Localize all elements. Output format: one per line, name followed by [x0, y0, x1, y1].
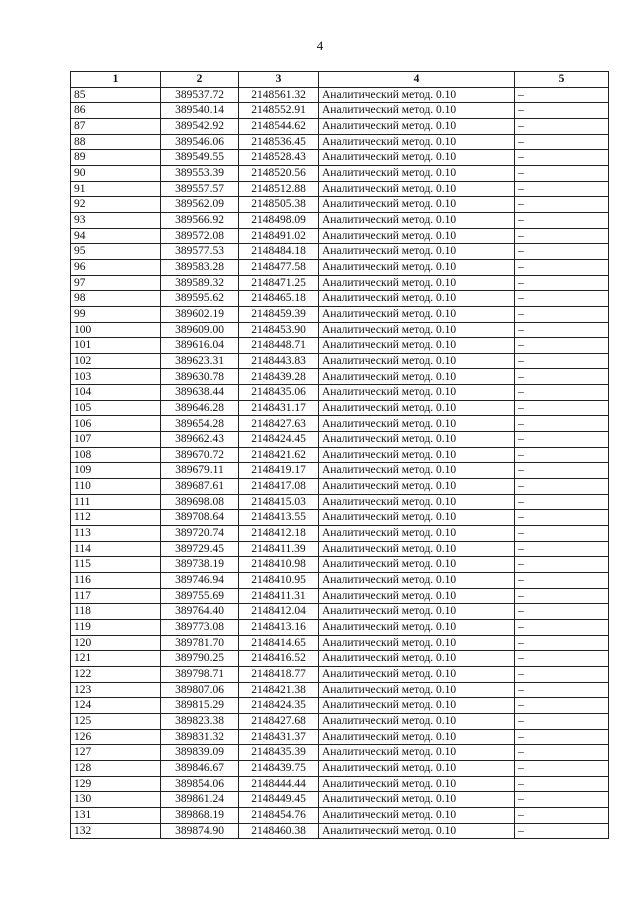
note-cell: – [515, 823, 609, 839]
x-coordinate-cell: 389646.28 [161, 400, 239, 416]
y-coordinate-cell: 2148413.16 [239, 619, 319, 635]
y-coordinate-cell: 2148411.39 [239, 541, 319, 557]
point-number-cell: 115 [71, 557, 161, 573]
y-coordinate-cell: 2148424.45 [239, 432, 319, 448]
y-coordinate-cell: 2148427.63 [239, 416, 319, 432]
method-cell: Аналитический метод. 0.10 [319, 760, 515, 776]
y-coordinate-cell: 2148453.90 [239, 322, 319, 338]
y-coordinate-cell: 2148421.38 [239, 682, 319, 698]
point-number-cell: 88 [71, 134, 161, 150]
method-cell: Аналитический метод. 0.10 [319, 197, 515, 213]
point-number-cell: 127 [71, 745, 161, 761]
x-coordinate-cell: 389540.14 [161, 103, 239, 119]
table-row [71, 463, 609, 479]
y-coordinate-cell: 2148415.03 [239, 494, 319, 510]
method-cell: Аналитический метод. 0.10 [319, 118, 515, 134]
method-cell: Аналитический метод. 0.10 [319, 604, 515, 620]
note-cell: – [515, 651, 609, 667]
point-number-cell: 91 [71, 181, 161, 197]
table-row [71, 306, 609, 322]
x-coordinate-cell: 389746.94 [161, 573, 239, 589]
y-coordinate-cell: 2148448.71 [239, 338, 319, 354]
y-coordinate-cell: 2148561.32 [239, 87, 319, 103]
x-coordinate-cell: 389773.08 [161, 619, 239, 635]
table-row [71, 573, 609, 589]
method-cell: Аналитический метод. 0.10 [319, 479, 515, 495]
x-coordinate-cell: 389616.04 [161, 338, 239, 354]
y-coordinate-cell: 2148471.25 [239, 275, 319, 291]
method-cell: Аналитический метод. 0.10 [319, 228, 515, 244]
x-coordinate-cell: 389861.24 [161, 792, 239, 808]
table-body [71, 87, 609, 839]
table-row [71, 87, 609, 103]
table-row [71, 259, 609, 275]
point-number-cell: 121 [71, 651, 161, 667]
note-cell: – [515, 588, 609, 604]
y-coordinate-cell: 2148552.91 [239, 103, 319, 119]
x-coordinate-cell: 389557.57 [161, 181, 239, 197]
note-cell: – [515, 447, 609, 463]
table-row [71, 479, 609, 495]
method-cell: Аналитический метод. 0.10 [319, 338, 515, 354]
y-coordinate-cell: 2148418.77 [239, 666, 319, 682]
x-coordinate-cell: 389846.67 [161, 760, 239, 776]
note-cell: – [515, 666, 609, 682]
point-number-cell: 94 [71, 228, 161, 244]
table-row [71, 666, 609, 682]
method-cell: Аналитический метод. 0.10 [319, 103, 515, 119]
method-cell: Аналитический метод. 0.10 [319, 150, 515, 166]
x-coordinate-cell: 389638.44 [161, 385, 239, 401]
y-coordinate-cell: 2148449.45 [239, 792, 319, 808]
table-row [71, 792, 609, 808]
table-row [71, 619, 609, 635]
note-cell: – [515, 745, 609, 761]
table-row [71, 635, 609, 651]
table-row [71, 651, 609, 667]
point-number-cell: 87 [71, 118, 161, 134]
note-cell: – [515, 87, 609, 103]
point-number-cell: 104 [71, 385, 161, 401]
y-coordinate-cell: 2148460.38 [239, 823, 319, 839]
table-row [71, 698, 609, 714]
method-cell: Аналитический метод. 0.10 [319, 212, 515, 228]
note-cell: – [515, 760, 609, 776]
method-cell: Аналитический метод. 0.10 [319, 432, 515, 448]
x-coordinate-cell: 389670.72 [161, 447, 239, 463]
note-cell: – [515, 134, 609, 150]
method-cell: Аналитический метод. 0.10 [319, 181, 515, 197]
y-coordinate-cell: 2148459.39 [239, 306, 319, 322]
method-cell: Аналитический метод. 0.10 [319, 635, 515, 651]
note-cell: – [515, 682, 609, 698]
x-coordinate-cell: 389553.39 [161, 165, 239, 181]
method-cell: Аналитический метод. 0.10 [319, 588, 515, 604]
x-coordinate-cell: 389583.28 [161, 259, 239, 275]
x-coordinate-cell: 389542.92 [161, 118, 239, 134]
method-cell: Аналитический метод. 0.10 [319, 573, 515, 589]
table-row [71, 760, 609, 776]
table-row [71, 432, 609, 448]
note-cell: – [515, 619, 609, 635]
x-coordinate-cell: 389807.06 [161, 682, 239, 698]
header-cell-method: 4 [319, 72, 515, 88]
note-cell: – [515, 776, 609, 792]
x-coordinate-cell: 389823.38 [161, 713, 239, 729]
table-row [71, 118, 609, 134]
table-row [71, 322, 609, 338]
method-cell: Аналитический метод. 0.10 [319, 776, 515, 792]
point-number-cell: 118 [71, 604, 161, 620]
y-coordinate-cell: 2148421.62 [239, 447, 319, 463]
point-number-cell: 106 [71, 416, 161, 432]
x-coordinate-cell: 389562.09 [161, 197, 239, 213]
method-cell: Аналитический метод. 0.10 [319, 463, 515, 479]
table-row [71, 197, 609, 213]
note-cell: – [515, 573, 609, 589]
point-number-cell: 131 [71, 807, 161, 823]
table-row [71, 807, 609, 823]
x-coordinate-cell: 389654.28 [161, 416, 239, 432]
note-cell: – [515, 479, 609, 495]
table-row [71, 588, 609, 604]
point-number-cell: 117 [71, 588, 161, 604]
y-coordinate-cell: 2148528.43 [239, 150, 319, 166]
note-cell: – [515, 150, 609, 166]
y-coordinate-cell: 2148477.58 [239, 259, 319, 275]
note-cell: – [515, 291, 609, 307]
table-row [71, 745, 609, 761]
note-cell: – [515, 713, 609, 729]
point-number-cell: 101 [71, 338, 161, 354]
point-number-cell: 120 [71, 635, 161, 651]
table-row [71, 416, 609, 432]
method-cell: Аналитический метод. 0.10 [319, 385, 515, 401]
table-row [71, 494, 609, 510]
table-row [71, 541, 609, 557]
header-cell-y: 3 [239, 72, 319, 88]
table-row [71, 291, 609, 307]
y-coordinate-cell: 2148414.65 [239, 635, 319, 651]
y-coordinate-cell: 2148491.02 [239, 228, 319, 244]
y-coordinate-cell: 2148417.08 [239, 479, 319, 495]
y-coordinate-cell: 2148439.75 [239, 760, 319, 776]
point-number-cell: 105 [71, 400, 161, 416]
table-row [71, 103, 609, 119]
x-coordinate-cell: 389815.29 [161, 698, 239, 714]
table-row [71, 557, 609, 573]
y-coordinate-cell: 2148498.09 [239, 212, 319, 228]
x-coordinate-cell: 389577.53 [161, 244, 239, 260]
note-cell: – [515, 510, 609, 526]
point-number-cell: 86 [71, 103, 161, 119]
x-coordinate-cell: 389831.32 [161, 729, 239, 745]
x-coordinate-cell: 389854.06 [161, 776, 239, 792]
table-row [71, 181, 609, 197]
x-coordinate-cell: 389698.08 [161, 494, 239, 510]
y-coordinate-cell: 2148416.52 [239, 651, 319, 667]
x-coordinate-cell: 389839.09 [161, 745, 239, 761]
point-number-cell: 103 [71, 369, 161, 385]
x-coordinate-cell: 389764.40 [161, 604, 239, 620]
y-coordinate-cell: 2148536.45 [239, 134, 319, 150]
method-cell: Аналитический метод. 0.10 [319, 510, 515, 526]
method-cell: Аналитический метод. 0.10 [319, 447, 515, 463]
method-cell: Аналитический метод. 0.10 [319, 729, 515, 745]
y-coordinate-cell: 2148410.98 [239, 557, 319, 573]
note-cell: – [515, 259, 609, 275]
x-coordinate-cell: 389609.00 [161, 322, 239, 338]
coordinates-table [70, 71, 609, 839]
note-cell: – [515, 526, 609, 542]
point-number-cell: 113 [71, 526, 161, 542]
x-coordinate-cell: 389572.08 [161, 228, 239, 244]
x-coordinate-cell: 389868.19 [161, 807, 239, 823]
note-cell: – [515, 369, 609, 385]
x-coordinate-cell: 389630.78 [161, 369, 239, 385]
note-cell: – [515, 181, 609, 197]
note-cell: – [515, 197, 609, 213]
method-cell: Аналитический метод. 0.10 [319, 807, 515, 823]
y-coordinate-cell: 2148431.17 [239, 400, 319, 416]
x-coordinate-cell: 389687.61 [161, 479, 239, 495]
method-cell: Аналитический метод. 0.10 [319, 682, 515, 698]
note-cell: – [515, 322, 609, 338]
y-coordinate-cell: 2148454.76 [239, 807, 319, 823]
note-cell: – [515, 416, 609, 432]
y-coordinate-cell: 2148419.17 [239, 463, 319, 479]
table-row [71, 682, 609, 698]
table-row [71, 134, 609, 150]
note-cell: – [515, 604, 609, 620]
table-row [71, 510, 609, 526]
table-row [71, 275, 609, 291]
note-cell: – [515, 338, 609, 354]
note-cell: – [515, 541, 609, 557]
x-coordinate-cell: 389549.55 [161, 150, 239, 166]
point-number-cell: 107 [71, 432, 161, 448]
table-row [71, 228, 609, 244]
x-coordinate-cell: 389546.06 [161, 134, 239, 150]
method-cell: Аналитический метод. 0.10 [319, 353, 515, 369]
x-coordinate-cell: 389679.11 [161, 463, 239, 479]
note-cell: – [515, 698, 609, 714]
point-number-cell: 125 [71, 713, 161, 729]
y-coordinate-cell: 2148410.95 [239, 573, 319, 589]
table-row [71, 338, 609, 354]
note-cell: – [515, 212, 609, 228]
method-cell: Аналитический метод. 0.10 [319, 713, 515, 729]
page-number: 4 [316, 38, 324, 53]
note-cell: – [515, 275, 609, 291]
header-cell-note: 5 [515, 72, 609, 88]
x-coordinate-cell: 389602.19 [161, 306, 239, 322]
table-row [71, 353, 609, 369]
point-number-cell: 126 [71, 729, 161, 745]
note-cell: – [515, 729, 609, 745]
point-number-cell: 93 [71, 212, 161, 228]
y-coordinate-cell: 2148505.38 [239, 197, 319, 213]
table-row [71, 212, 609, 228]
method-cell: Аналитический метод. 0.10 [319, 416, 515, 432]
method-cell: Аналитический метод. 0.10 [319, 306, 515, 322]
x-coordinate-cell: 389708.64 [161, 510, 239, 526]
table-row [71, 526, 609, 542]
table-row [71, 729, 609, 745]
table-header-row [71, 72, 609, 88]
point-number-cell: 96 [71, 259, 161, 275]
method-cell: Аналитический метод. 0.10 [319, 322, 515, 338]
method-cell: Аналитический метод. 0.10 [319, 259, 515, 275]
method-cell: Аналитический метод. 0.10 [319, 494, 515, 510]
x-coordinate-cell: 389755.69 [161, 588, 239, 604]
x-coordinate-cell: 389623.31 [161, 353, 239, 369]
point-number-cell: 98 [71, 291, 161, 307]
table-row [71, 447, 609, 463]
y-coordinate-cell: 2148512.88 [239, 181, 319, 197]
table-row [71, 713, 609, 729]
y-coordinate-cell: 2148465.18 [239, 291, 319, 307]
y-coordinate-cell: 2148413.55 [239, 510, 319, 526]
x-coordinate-cell: 389798.71 [161, 666, 239, 682]
note-cell: – [515, 306, 609, 322]
point-number-cell: 92 [71, 197, 161, 213]
note-cell: – [515, 792, 609, 808]
y-coordinate-cell: 2148411.31 [239, 588, 319, 604]
note-cell: – [515, 400, 609, 416]
point-number-cell: 132 [71, 823, 161, 839]
method-cell: Аналитический метод. 0.10 [319, 275, 515, 291]
x-coordinate-cell: 389790.25 [161, 651, 239, 667]
method-cell: Аналитический метод. 0.10 [319, 541, 515, 557]
method-cell: Аналитический метод. 0.10 [319, 619, 515, 635]
table-row [71, 604, 609, 620]
method-cell: Аналитический метод. 0.10 [319, 823, 515, 839]
y-coordinate-cell: 2148435.06 [239, 385, 319, 401]
note-cell: – [515, 228, 609, 244]
point-number-cell: 108 [71, 447, 161, 463]
y-coordinate-cell: 2148439.28 [239, 369, 319, 385]
x-coordinate-cell: 389874.90 [161, 823, 239, 839]
method-cell: Аналитический метод. 0.10 [319, 666, 515, 682]
y-coordinate-cell: 2148484.18 [239, 244, 319, 260]
table-row [71, 823, 609, 839]
method-cell: Аналитический метод. 0.10 [319, 400, 515, 416]
method-cell: Аналитический метод. 0.10 [319, 165, 515, 181]
method-cell: Аналитический метод. 0.10 [319, 557, 515, 573]
note-cell: – [515, 463, 609, 479]
table-row [71, 400, 609, 416]
y-coordinate-cell: 2148444.44 [239, 776, 319, 792]
point-number-cell: 122 [71, 666, 161, 682]
method-cell: Аналитический метод. 0.10 [319, 745, 515, 761]
method-cell: Аналитический метод. 0.10 [319, 651, 515, 667]
note-cell: – [515, 385, 609, 401]
x-coordinate-cell: 389781.70 [161, 635, 239, 651]
table-row [71, 150, 609, 166]
point-number-cell: 90 [71, 165, 161, 181]
point-number-cell: 95 [71, 244, 161, 260]
point-number-cell: 129 [71, 776, 161, 792]
table-row [71, 385, 609, 401]
point-number-cell: 111 [71, 494, 161, 510]
point-number-cell: 97 [71, 275, 161, 291]
x-coordinate-cell: 389729.45 [161, 541, 239, 557]
method-cell: Аналитический метод. 0.10 [319, 244, 515, 260]
point-number-cell: 100 [71, 322, 161, 338]
method-cell: Аналитический метод. 0.10 [319, 792, 515, 808]
note-cell: – [515, 635, 609, 651]
note-cell: – [515, 353, 609, 369]
x-coordinate-cell: 389537.72 [161, 87, 239, 103]
header-cell-point-number: 1 [71, 72, 161, 88]
method-cell: Аналитический метод. 0.10 [319, 134, 515, 150]
y-coordinate-cell: 2148544.62 [239, 118, 319, 134]
y-coordinate-cell: 2148520.56 [239, 165, 319, 181]
x-coordinate-cell: 389720.74 [161, 526, 239, 542]
point-number-cell: 128 [71, 760, 161, 776]
point-number-cell: 123 [71, 682, 161, 698]
table-row [71, 165, 609, 181]
point-number-cell: 85 [71, 87, 161, 103]
x-coordinate-cell: 389738.19 [161, 557, 239, 573]
note-cell: – [515, 432, 609, 448]
point-number-cell: 114 [71, 541, 161, 557]
method-cell: Аналитический метод. 0.10 [319, 87, 515, 103]
x-coordinate-cell: 389595.62 [161, 291, 239, 307]
note-cell: – [515, 494, 609, 510]
table-row [71, 369, 609, 385]
method-cell: Аналитический метод. 0.10 [319, 291, 515, 307]
note-cell: – [515, 165, 609, 181]
note-cell: – [515, 103, 609, 119]
note-cell: – [515, 244, 609, 260]
note-cell: – [515, 118, 609, 134]
point-number-cell: 99 [71, 306, 161, 322]
y-coordinate-cell: 2148412.04 [239, 604, 319, 620]
y-coordinate-cell: 2148424.35 [239, 698, 319, 714]
x-coordinate-cell: 389566.92 [161, 212, 239, 228]
header-cell-x: 2 [161, 72, 239, 88]
point-number-cell: 89 [71, 150, 161, 166]
x-coordinate-cell: 389589.32 [161, 275, 239, 291]
method-cell: Аналитический метод. 0.10 [319, 526, 515, 542]
table-row [71, 776, 609, 792]
x-coordinate-cell: 389662.43 [161, 432, 239, 448]
point-number-cell: 130 [71, 792, 161, 808]
point-number-cell: 110 [71, 479, 161, 495]
point-number-cell: 102 [71, 353, 161, 369]
note-cell: – [515, 557, 609, 573]
method-cell: Аналитический метод. 0.10 [319, 698, 515, 714]
point-number-cell: 119 [71, 619, 161, 635]
method-cell: Аналитический метод. 0.10 [319, 369, 515, 385]
point-number-cell: 112 [71, 510, 161, 526]
point-number-cell: 124 [71, 698, 161, 714]
point-number-cell: 116 [71, 573, 161, 589]
y-coordinate-cell: 2148435.39 [239, 745, 319, 761]
note-cell: – [515, 807, 609, 823]
y-coordinate-cell: 2148431.37 [239, 729, 319, 745]
y-coordinate-cell: 2148412.18 [239, 526, 319, 542]
table-row [71, 244, 609, 260]
y-coordinate-cell: 2148427.68 [239, 713, 319, 729]
point-number-cell: 109 [71, 463, 161, 479]
y-coordinate-cell: 2148443.83 [239, 353, 319, 369]
